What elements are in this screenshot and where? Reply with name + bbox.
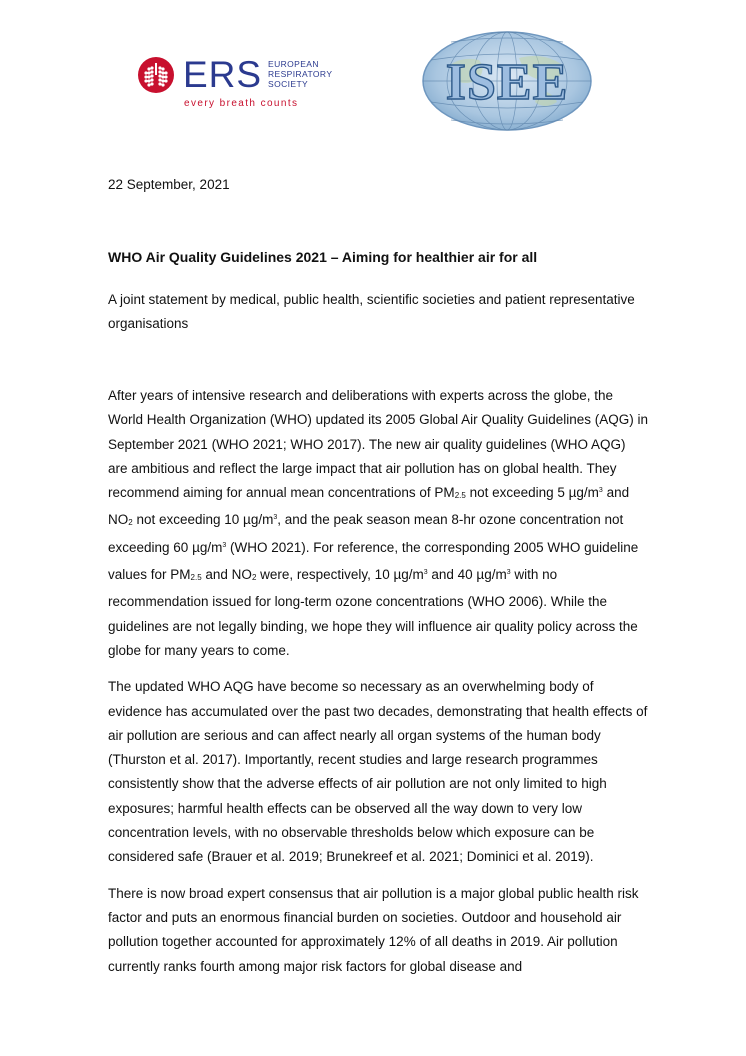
subscript-2: 2 bbox=[128, 518, 133, 528]
paragraph-1-text: and NO bbox=[108, 485, 630, 528]
subscript-2: 2 bbox=[251, 573, 257, 583]
ers-letters: ERS bbox=[183, 54, 263, 95]
ers-name-line: EUROPEAN bbox=[268, 59, 319, 69]
isee-logo bbox=[421, 30, 593, 132]
ers-logo bbox=[138, 52, 348, 112]
superscript-3: 3 bbox=[506, 569, 511, 577]
paragraph-1-text: After years of intensive research and deliberations with experts across the globe, the World Health Organization (WHO) updated its 2005 Global Air Quality Guidelines (AQG) in September 2021 (WHO 2021; WHO 2017). The new air quality guidelines (WHO AQG) are ambitious and reflect the large impact that air pollution has on global health. They recommend aiming for annual mean concentrations of PM bbox=[108, 388, 648, 501]
ers-name-line: RESPIRATORY bbox=[268, 69, 333, 79]
document-date: 22 September, 2021 bbox=[108, 177, 230, 192]
isee-letters: ISEE bbox=[445, 54, 569, 111]
paragraph-3: There is now broad expert consensus that air pollution is a major global public health risk factor and puts an enormous financial burden on societies. Outdoor and household air pollution together accounted for approximately 12% of all deaths in 2019. Air pollution currently ranks fourth among major risk factors for global disease and bbox=[108, 885, 639, 974]
paragraph-2: The updated WHO AQG have become so necessary as an overwhelming body of evidence has accumulated over the past two decades, demonstrating that health effects of air pollution are serious and can affect nearly all organ systems of the human body (Thurston et al. 2017). Importantly, recent studies and large research programmes consistently show that the adverse effects of air pollution are not only limited to high exposures; harmful health effects can be observed all the way down to very low concentration levels, with no observable thresholds below which exposure can be considered safe (Brauer et al. 2019; Brunekreef et al. 2021; Dominici et al. 2019). bbox=[108, 679, 648, 865]
paragraph-1 bbox=[108, 384, 648, 663]
paragraph-1-text: were, respectively, 10 µg/m bbox=[256, 567, 424, 583]
globe-icon bbox=[421, 30, 593, 132]
ers-name-line: SOCIETY bbox=[268, 79, 309, 89]
paragraph-1-text: (WHO 2021). For reference, the corresponding 2005 WHO guideline values for PM bbox=[108, 539, 639, 583]
lungs-icon bbox=[138, 57, 174, 93]
superscript-3: 3 bbox=[273, 514, 278, 522]
paragraph-1-text: and NO bbox=[201, 567, 252, 583]
subscript-2-5: 2.5 bbox=[454, 491, 466, 501]
document-subtitle: A joint statement by medical, public health, scientific societies and patient representative organisations bbox=[108, 292, 635, 331]
document-title: WHO Air Quality Guidelines 2021 – Aiming for healthier air for all bbox=[108, 249, 538, 265]
subscript-2-5: 2.5 bbox=[190, 573, 202, 583]
superscript-3: 3 bbox=[598, 487, 603, 495]
paragraph-1-text: with no recommendation issued for long-term ozone concentrations (WHO 2006). While the guidelines are not legally binding, we hope they will influence air quality policy across the globe for many years to come. bbox=[108, 567, 638, 658]
ers-tagline: every breath counts bbox=[184, 98, 299, 109]
superscript-3: 3 bbox=[423, 569, 428, 577]
paragraph-1-text: not exceeding 5 µg/m bbox=[465, 485, 599, 501]
paragraph-1-text: and 40 µg/m bbox=[427, 567, 507, 583]
superscript-3: 3 bbox=[222, 541, 227, 549]
document-body bbox=[108, 384, 648, 991]
ers-full-name bbox=[268, 59, 332, 89]
paragraph-1-text: not exceeding 10 µg/m bbox=[132, 512, 274, 528]
paragraph-1-text: , and the peak season mean 8-hr ozone concentration not exceeding 60 µg/m bbox=[108, 512, 624, 555]
